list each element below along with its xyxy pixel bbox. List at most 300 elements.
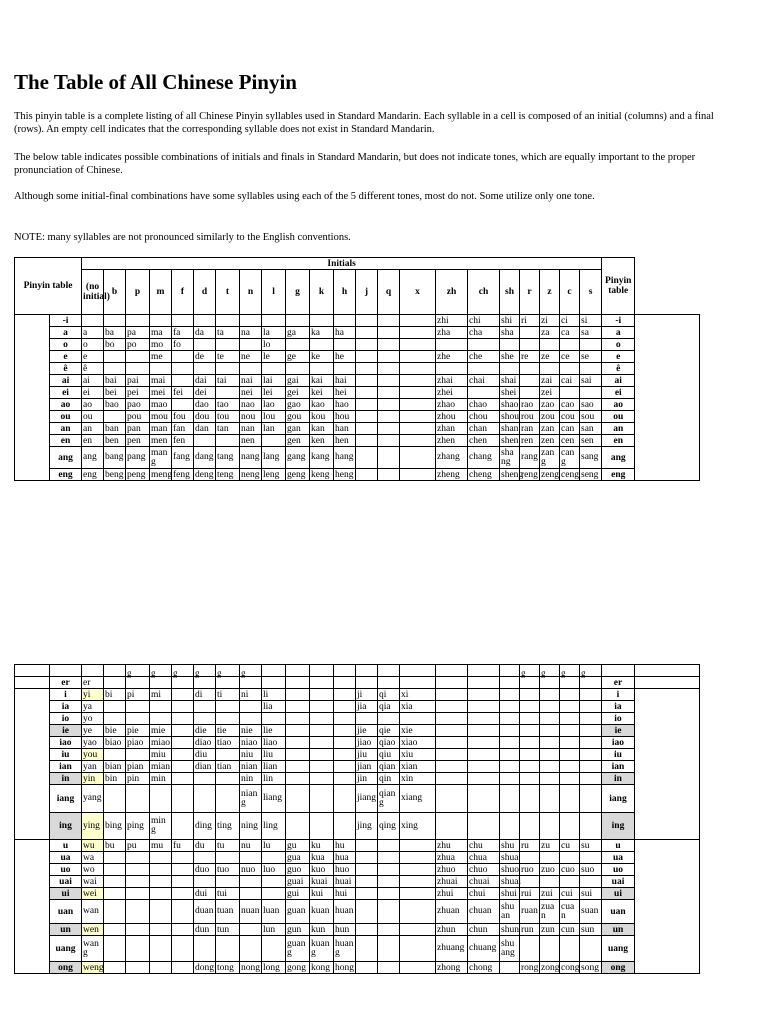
syllable-cell (520, 813, 540, 840)
syllable-cell (216, 363, 240, 375)
syllable-cell: rong (521, 962, 539, 973)
syllable-cell: lu (262, 840, 286, 852)
group-label-right (635, 840, 700, 974)
initial-header: (no initial) (82, 270, 104, 315)
syllable-cell: zuan (540, 900, 560, 924)
syllable-cell: ka (310, 327, 334, 339)
syllable-cell (540, 761, 560, 773)
cut-cell (378, 665, 400, 677)
syllable-cell (580, 936, 602, 962)
syllable-cell: mai (150, 375, 172, 387)
final-label-right: iu (602, 749, 635, 761)
syllable-cell (580, 677, 602, 689)
syllable-cell (540, 737, 560, 749)
syllable-cell (334, 813, 356, 840)
syllable-cell (194, 852, 216, 864)
syllable-cell (104, 785, 126, 813)
table-row (15, 423, 700, 435)
syllable-cell (560, 363, 580, 375)
syllable-cell (400, 447, 436, 469)
syllable-cell (310, 677, 334, 689)
syllable-cell (580, 701, 602, 713)
syllable-cell (400, 962, 436, 974)
final-label: ê (50, 363, 82, 375)
syllable-cell (262, 936, 286, 962)
syllable-cell (240, 701, 262, 713)
syllable-cell: tao (216, 399, 240, 411)
syllable-cell: jiu (356, 749, 378, 761)
syllable-cell: zeng (541, 469, 559, 480)
syllable-cell: lei (262, 387, 286, 399)
syllable-cell: mie (150, 725, 172, 737)
cut-cell (286, 665, 310, 677)
syllable-cell: bin (104, 773, 126, 785)
group-label-right (635, 677, 700, 689)
syllable-cell: chen (468, 435, 500, 447)
syllable-cell (356, 713, 378, 725)
syllable-cell (378, 677, 400, 689)
syllable-cell (240, 713, 262, 725)
syllable-cell: wai (82, 876, 104, 888)
syllable-cell (104, 351, 126, 363)
syllable-cell: zhi (436, 315, 468, 327)
syllable-cell (104, 962, 126, 974)
syllable-cell: che (468, 351, 500, 363)
syllable-cell (520, 785, 540, 813)
final-label: ia (50, 701, 82, 713)
syllable-cell (104, 749, 126, 761)
syllable-cell: chao (468, 399, 500, 411)
syllable-cell (356, 962, 378, 974)
syllable-cell: wei (82, 888, 104, 900)
syllable-cell (560, 876, 580, 888)
syllable-cell: zui (540, 888, 560, 900)
syllable-cell (580, 749, 602, 761)
syllable-cell: tian (216, 761, 240, 773)
syllable-cell (126, 900, 150, 924)
initial-header: z (540, 270, 560, 315)
syllable-cell (540, 677, 560, 689)
syllable-cell: san (580, 423, 602, 435)
syllable-cell: shu (500, 840, 520, 852)
syllable-cell: gao (286, 399, 310, 411)
syllable-cell: zhu (436, 840, 468, 852)
syllable-cell: dian (194, 761, 216, 773)
syllable-cell (356, 936, 378, 962)
syllable-cell (500, 689, 520, 701)
syllable-cell: rui (520, 888, 540, 900)
syllable-cell: shuo (501, 864, 519, 875)
syllable-cell: dui (194, 888, 216, 900)
syllable-cell: zen (540, 435, 560, 447)
syllable-cell: fang (172, 447, 194, 469)
syllable-cell (286, 749, 310, 761)
syllable-cell (172, 900, 194, 924)
syllable-cell: qi (378, 689, 400, 701)
syllable-cell (262, 888, 286, 900)
syllable-cell: pai (126, 375, 150, 387)
syllable-cell (560, 689, 580, 701)
syllable-cell (126, 351, 150, 363)
syllable-cell: nai (240, 375, 262, 387)
final-label-right: ong (602, 962, 635, 974)
syllable-cell: mian (151, 761, 170, 772)
syllable-cell (436, 713, 468, 725)
syllable-cell: nong (241, 962, 260, 973)
cut-cell (468, 665, 500, 677)
table-row (15, 399, 700, 411)
cut-cell: g (580, 665, 602, 677)
syllable-cell: xing (400, 813, 436, 840)
syllable-cell: tong (216, 962, 240, 974)
syllable-cell: hui (334, 888, 356, 900)
syllable-cell (520, 737, 540, 749)
syllable-cell (334, 773, 356, 785)
table-row (15, 315, 700, 327)
syllable-cell (580, 363, 602, 375)
cut-cell (334, 665, 356, 677)
syllable-cell: ke (310, 351, 334, 363)
syllable-cell: yi (82, 689, 104, 701)
syllable-cell: die (194, 725, 216, 737)
syllable-cell (540, 773, 560, 785)
syllable-cell (310, 785, 334, 813)
syllable-cell: pei (126, 387, 150, 399)
syllable-cell (194, 936, 216, 962)
table-row (15, 936, 700, 962)
final-label: ang (50, 447, 82, 469)
syllable-cell: sao (580, 399, 602, 411)
table-row (15, 701, 700, 713)
syllable-cell (334, 725, 356, 737)
syllable-cell: xin (400, 773, 436, 785)
syllable-cell (400, 327, 436, 339)
syllable-cell (580, 852, 602, 864)
syllable-cell (216, 773, 240, 785)
syllable-cell: reng (521, 469, 538, 480)
syllable-cell (560, 749, 580, 761)
syllable-cell (400, 411, 436, 423)
syllable-cell: jiao (356, 737, 378, 749)
syllable-cell: shang (500, 447, 520, 469)
syllable-cell (436, 737, 468, 749)
table-row (15, 469, 700, 481)
syllable-cell: niang (240, 785, 262, 813)
syllable-cell: qian (378, 761, 400, 773)
syllable-cell (262, 363, 286, 375)
syllable-cell (172, 962, 194, 974)
syllable-cell (172, 761, 194, 773)
syllable-cell: chua (468, 852, 500, 864)
initial-header: zh (436, 270, 468, 315)
cut-cell (356, 665, 378, 677)
initials-header: Initials (82, 258, 602, 270)
group-label-left (15, 840, 50, 974)
syllable-cell: duo (194, 864, 216, 876)
syllable-cell: tie (216, 725, 240, 737)
syllable-cell: sha (500, 327, 520, 339)
syllable-cell (262, 315, 286, 327)
syllable-cell: fan (172, 423, 194, 435)
syllable-cell (286, 689, 310, 701)
syllable-cell (580, 876, 602, 888)
syllable-cell: cui (560, 888, 580, 900)
syllable-cell: huan (334, 900, 356, 924)
syllable-cell: ga (286, 327, 310, 339)
group-label-right (635, 689, 700, 840)
table-row (15, 840, 700, 852)
syllable-cell: suo (580, 864, 602, 876)
syllable-cell (580, 689, 602, 701)
syllable-cell: qia (378, 701, 400, 713)
syllable-cell: he (334, 351, 356, 363)
syllable-cell: zang (540, 447, 560, 469)
final-label: an (50, 423, 82, 435)
syllable-cell (126, 677, 150, 689)
syllable-cell (310, 749, 334, 761)
syllable-cell (310, 689, 334, 701)
syllable-cell: zhao (436, 399, 468, 411)
initial-header: q (378, 270, 400, 315)
syllable-cell: lang (262, 447, 286, 469)
syllable-cell (540, 876, 560, 888)
cut-cell (436, 665, 468, 677)
syllable-cell (560, 701, 580, 713)
syllable-cell (286, 701, 310, 713)
syllable-cell (520, 773, 540, 785)
syllable-cell (520, 677, 540, 689)
syllable-cell: chong (468, 962, 500, 974)
syllable-cell: ya (82, 701, 104, 713)
syllable-cell (500, 677, 520, 689)
syllable-cell: kan (310, 423, 334, 435)
syllable-cell (436, 701, 468, 713)
syllable-cell: zai (540, 375, 560, 387)
syllable-cell (150, 677, 172, 689)
initial-header: n (240, 270, 262, 315)
syllable-cell: teng (216, 469, 240, 481)
cut-cell (500, 665, 520, 677)
syllable-cell: liu (262, 749, 286, 761)
syllable-cell: wang (82, 936, 104, 962)
syllable-cell: di (194, 689, 216, 701)
syllable-cell (150, 701, 172, 713)
table-row (15, 258, 700, 270)
syllable-cell (356, 423, 378, 435)
table-row (15, 888, 700, 900)
syllable-cell (500, 725, 520, 737)
syllable-cell (104, 852, 126, 864)
initial-header: d (194, 270, 216, 315)
syllable-cell (82, 315, 104, 327)
syllable-cell: ou (82, 411, 104, 423)
syllable-cell (172, 701, 194, 713)
syllable-cell (104, 701, 126, 713)
syllable-cell (400, 399, 436, 411)
syllable-cell (436, 749, 468, 761)
syllable-cell: tui (216, 888, 240, 900)
syllable-cell (334, 363, 356, 375)
tones-paragraph: The below table indicates possible combinations of initials and finals in Standard Mandarin, but does not indicate tones, which are equally important to the proper pronunciation of Chinese. (14, 152, 696, 176)
syllable-cell: fa (172, 327, 194, 339)
syllable-cell (126, 713, 150, 725)
syllable-cell: an (82, 423, 104, 435)
syllable-cell (400, 387, 436, 399)
syllable-cell (400, 713, 436, 725)
corner-label-right: Pinyin table (602, 258, 635, 315)
syllable-cell: ruo (520, 864, 540, 876)
syllable-cell (580, 339, 602, 351)
syllable-cell: qin (378, 773, 400, 785)
syllable-cell (240, 924, 262, 936)
syllable-cell: shou (501, 411, 519, 422)
syllable-cell: nou (240, 411, 262, 423)
syllable-cell: gan (286, 423, 310, 435)
syllable-cell (216, 785, 240, 813)
syllable-cell (468, 761, 500, 773)
syllable-cell: a (82, 327, 104, 339)
syllable-cell: fu (172, 840, 194, 852)
syllable-cell (468, 737, 500, 749)
syllable-cell (500, 785, 520, 813)
cut-cell: g (150, 665, 172, 677)
syllable-cell (126, 888, 150, 900)
syllable-cell: gong (286, 962, 310, 974)
syllable-cell: gei (286, 387, 310, 399)
syllable-cell: zhuang (436, 936, 468, 962)
syllable-cell (580, 713, 602, 725)
syllable-cell: miu (150, 749, 172, 761)
syllable-cell: zhen (436, 435, 468, 447)
syllable-cell (520, 689, 540, 701)
syllable-cell: run (520, 924, 540, 936)
initial-header: k (310, 270, 334, 315)
initial-header: p (126, 270, 150, 315)
syllable-cell: sang (580, 447, 602, 469)
syllable-cell: zan (540, 423, 560, 435)
syllable-cell: chan (468, 423, 500, 435)
tone-usage-paragraph: Although some initial-final combinations have some syllables using each of the 5 different tones, most do not. Some utilize only one tone. (14, 191, 595, 202)
syllable-cell (286, 677, 310, 689)
syllable-cell (580, 773, 602, 785)
final-label: iu (50, 749, 82, 761)
syllable-cell (216, 876, 240, 888)
final-label-right: en (602, 435, 635, 447)
syllable-cell: tuan (216, 900, 240, 924)
syllable-cell: chuai (468, 876, 500, 888)
syllable-cell (126, 363, 150, 375)
syllable-cell: ying (82, 813, 104, 840)
syllable-cell (520, 749, 540, 761)
syllable-cell (104, 876, 126, 888)
final-label: uan (50, 900, 82, 924)
syllable-cell (378, 447, 400, 469)
syllable-cell: huang (334, 936, 356, 962)
table-row (15, 270, 700, 315)
final-label-right: ua (602, 852, 635, 864)
syllable-cell: chuang (468, 936, 500, 962)
syllable-cell (468, 701, 500, 713)
syllable-cell: nei (240, 387, 262, 399)
syllable-cell: zhun (436, 924, 468, 936)
syllable-cell: tou (216, 411, 240, 423)
syllable-cell: bi (104, 689, 126, 701)
syllable-cell (262, 435, 286, 447)
syllable-cell (104, 936, 126, 962)
initial-header: m (150, 270, 172, 315)
syllable-cell (286, 725, 310, 737)
syllable-cell (436, 761, 468, 773)
syllable-cell: tan (216, 423, 240, 435)
syllable-cell (310, 363, 334, 375)
syllable-cell: lai (262, 375, 286, 387)
syllable-cell: pin (126, 773, 150, 785)
syllable-cell: la (262, 327, 286, 339)
syllable-cell (104, 888, 126, 900)
syllable-cell: ping (126, 813, 150, 840)
final-label-right: u (602, 840, 635, 852)
syllable-cell: dai (194, 375, 216, 387)
syllable-cell: kai (310, 375, 334, 387)
syllable-cell: mu (150, 840, 172, 852)
syllable-cell: ei (82, 387, 104, 399)
syllable-cell (400, 423, 436, 435)
syllable-cell (520, 701, 540, 713)
syllable-cell (560, 773, 580, 785)
syllable-cell: pie (126, 725, 150, 737)
group-label-left (15, 689, 50, 840)
syllable-cell: huo (334, 864, 356, 876)
syllable-cell (240, 888, 262, 900)
syllable-cell: rao (520, 399, 540, 411)
syllable-cell (378, 864, 400, 876)
syllable-cell (468, 713, 500, 725)
syllable-cell (172, 725, 194, 737)
syllable-cell: han (334, 423, 356, 435)
table-row (15, 351, 700, 363)
syllable-cell: ai (82, 375, 104, 387)
syllable-cell (400, 677, 436, 689)
intro-paragraph: This pinyin table is a complete listing of all Chinese Pinyin syllables used in Standard Mandarin. Each syllable in a cell is composed of an initial (columns) and a final (rows). An empty cell indicates that the corresponding syllable does not exist in Standard Mandarin. (14, 111, 714, 135)
syllable-cell (540, 785, 560, 813)
syllable-cell (194, 785, 216, 813)
syllable-cell (468, 813, 500, 840)
syllable-cell (216, 936, 240, 962)
syllable-cell (378, 962, 400, 974)
syllable-cell: zhua (436, 852, 468, 864)
syllable-cell: shi (500, 315, 520, 327)
syllable-cell (172, 399, 194, 411)
syllable-cell: si (580, 315, 602, 327)
syllable-cell: ku (310, 840, 334, 852)
table-row (15, 864, 700, 876)
syllable-cell: hen (334, 435, 356, 447)
syllable-cell (240, 339, 262, 351)
final-label-right: o (602, 339, 635, 351)
syllable-cell (468, 689, 500, 701)
syllable-cell (400, 852, 436, 864)
table-row (15, 924, 700, 936)
syllable-cell (126, 936, 150, 962)
initial-header: b (104, 270, 126, 315)
syllable-cell: sai (580, 375, 602, 387)
final-label: iao (50, 737, 82, 749)
syllable-cell: luan (262, 900, 286, 924)
table-row (15, 665, 700, 677)
syllable-cell: chu (468, 840, 500, 852)
syllable-cell: leng (262, 469, 286, 481)
syllable-cell (310, 813, 334, 840)
